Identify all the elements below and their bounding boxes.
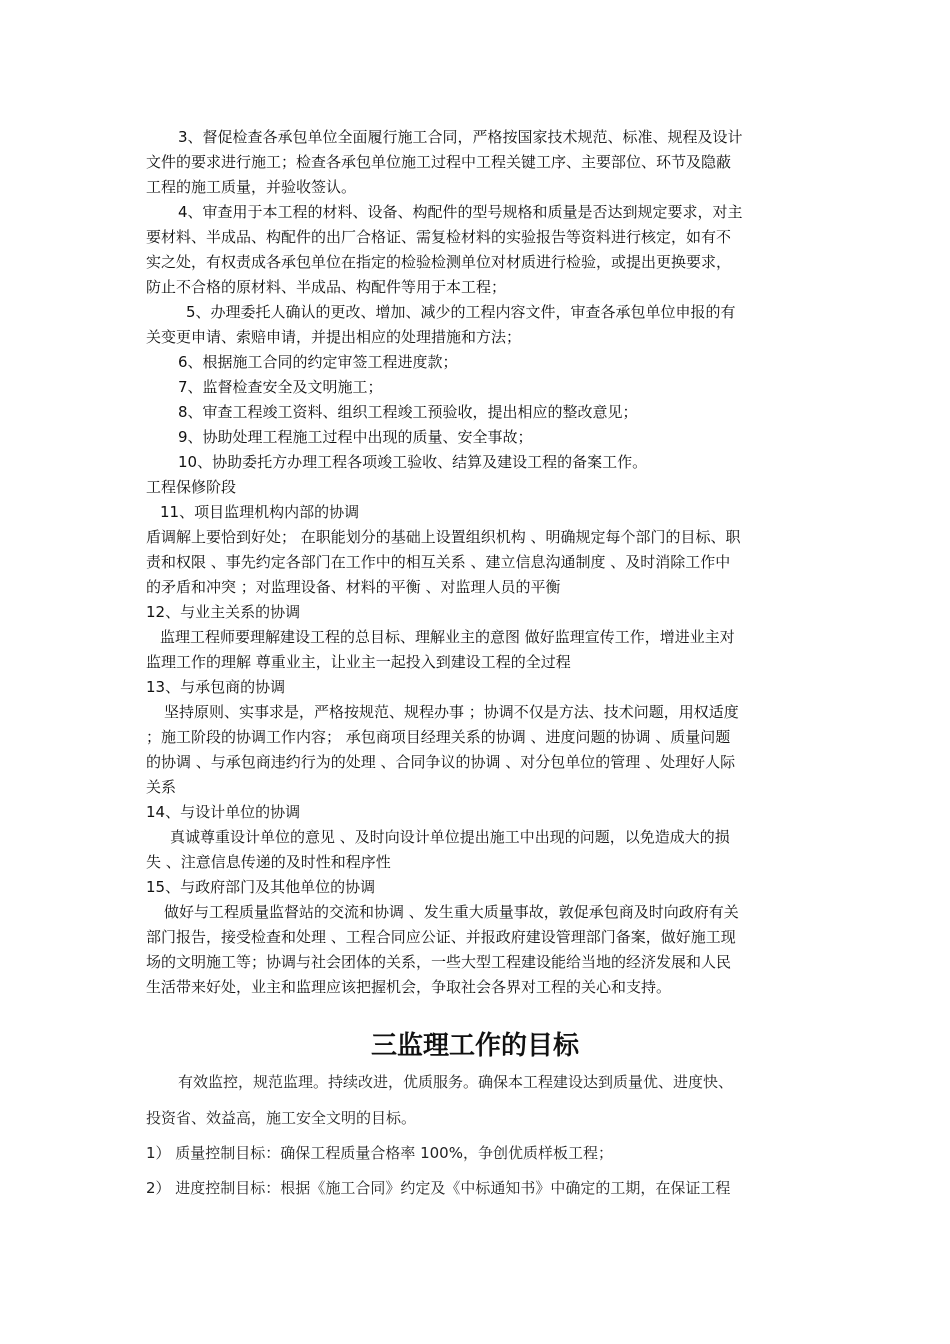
paragraph-line: 实之处，有权责成各承包单位在指定的检验检测单位对材质进行检验，或提出更换要求， xyxy=(146,253,732,271)
subsection-heading: 14、与设计单位的协调 xyxy=(146,803,301,821)
goal-line: 投资省、效益高，施工安全文明的目标。 xyxy=(146,1109,417,1127)
paragraph-line: 工程的施工质量，并验收签认。 xyxy=(146,178,357,196)
paragraph-line: 的矛盾和冲突 ；对监理设备、材料的平衡 、对监理人员的平衡 xyxy=(146,578,561,596)
subsection-heading: 15、与政府部门及其他单位的协调 xyxy=(146,878,376,896)
paragraph-line: 生活带来好处，业主和监理应该把握机会，争取社会各界对工程的关心和支持。 xyxy=(146,978,672,996)
paragraph-line: 监理工作的理解 尊重业主，让业主一起投入到建设工程的全过程 xyxy=(146,653,571,671)
paragraph-line: 5、办理委托人确认的更改、增加、减少的工程内容文件，审查各承包单位申报的有 xyxy=(186,303,736,321)
goal-line: 1） 质量控制目标：确保工程质量合格率 100%，争创优质样板工程； xyxy=(146,1144,613,1162)
paragraph-line: 防止不合格的原材料、半成品、构配件等用于本工程； xyxy=(146,278,507,296)
paragraph-line: 部门报告，接受检查和处理 、工程合同应公证、并报政府建设管理部门备案，做好施工现 xyxy=(146,928,736,946)
paragraph-line: 失 、注意信息传递的及时性和程序性 xyxy=(146,853,391,871)
paragraph-line: 盾调解上要恰到好处； 在职能划分的基础上设置组织机构 、明确规定每个部门的目标、职 xyxy=(146,528,741,546)
paragraph-line: 9、协助处理工程施工过程中出现的质量、安全事故； xyxy=(178,428,533,446)
paragraph-line: 坚持原则、实事求是，严格按规范、规程办事 ；协调不仅是方法、技术问题，用权适度 xyxy=(164,703,739,721)
paragraph-line: 要材料、半成品、构配件的出厂合格证、需复检材料的实验报告等资料进行核定，如有不 xyxy=(146,228,732,246)
paragraph-line: 关系 xyxy=(146,778,177,796)
section-title: 三监理工作的目标 xyxy=(370,1031,579,1061)
paragraph-line: 6、根据施工合同的约定审签工程进度款； xyxy=(178,353,458,371)
goal-line: 有效监控，规范监理。持续改进，优质服务。确保本工程建设达到质量优、进度快、 xyxy=(178,1073,734,1091)
paragraph-line: 责和权限 、事先约定各部门在工作中的相互关系 、建立信息沟通制度 、及时消除工作中 xyxy=(146,553,731,571)
subsection-heading: 12、与业主关系的协调 xyxy=(146,603,301,621)
paragraph-line: 监理工程师要理解建设工程的总目标、理解业主的意图 做好监理宣传工作，增进业主对 xyxy=(160,628,735,646)
paragraph-line: 文件的要求进行施工；检查各承包单位施工过程中工程关键工序、主要部位、环节及隐蔽 xyxy=(146,153,732,171)
paragraph-line: 4、审查用于本工程的材料、设备、构配件的型号规格和质量是否达到规定要求，对主 xyxy=(178,203,743,221)
paragraph-line: 7、监督检查安全及文明施工； xyxy=(178,378,383,396)
paragraph-line: 8、审查工程竣工资料、组织工程竣工预验收，提出相应的整改意见； xyxy=(178,403,638,421)
subsection-heading: 11、项目监理机构内部的协调 xyxy=(160,503,360,521)
subsection-heading: 13、与承包商的协调 xyxy=(146,678,286,696)
section-heading: 工程保修阶段 xyxy=(146,478,237,496)
paragraph-line: 的协调 、与承包商违约行为的处理 、合同争议的协调 、对分包单位的管理 、处理好人际 xyxy=(146,753,736,771)
paragraph-line: 场的文明施工等；协调与社会团体的关系，一些大型工程建设能给当地的经济发展和人民 xyxy=(146,953,732,971)
paragraph-line: ；施工阶段的协调工作内容； 承包商项目经理关系的协调 、进度问题的协调 、质量问题 xyxy=(146,728,731,746)
paragraph-line: 3、督促检查各承包单位全面履行施工合同，严格按国家技术规范、标准、规程及设计 xyxy=(178,128,743,146)
goal-line: 2） 进度控制目标：根据《施工合同》约定及《中标通知书》中确定的工期，在保证工程 xyxy=(146,1179,731,1197)
paragraph-line: 做好与工程质量监督站的交流和协调 、发生重大质量事故，敦促承包商及时向政府有关 xyxy=(164,903,739,921)
paragraph-line: 真诚尊重设计单位的意见 、及时向设计单位提出施工中出现的问题，以免造成大的损 xyxy=(170,828,730,846)
paragraph-line: 关变更申请、索赔申请，并提出相应的处理措施和方法； xyxy=(146,328,522,346)
paragraph-line: 10、协助委托方办理工程各项竣工验收、结算及建设工程的备案工作。 xyxy=(178,453,648,471)
